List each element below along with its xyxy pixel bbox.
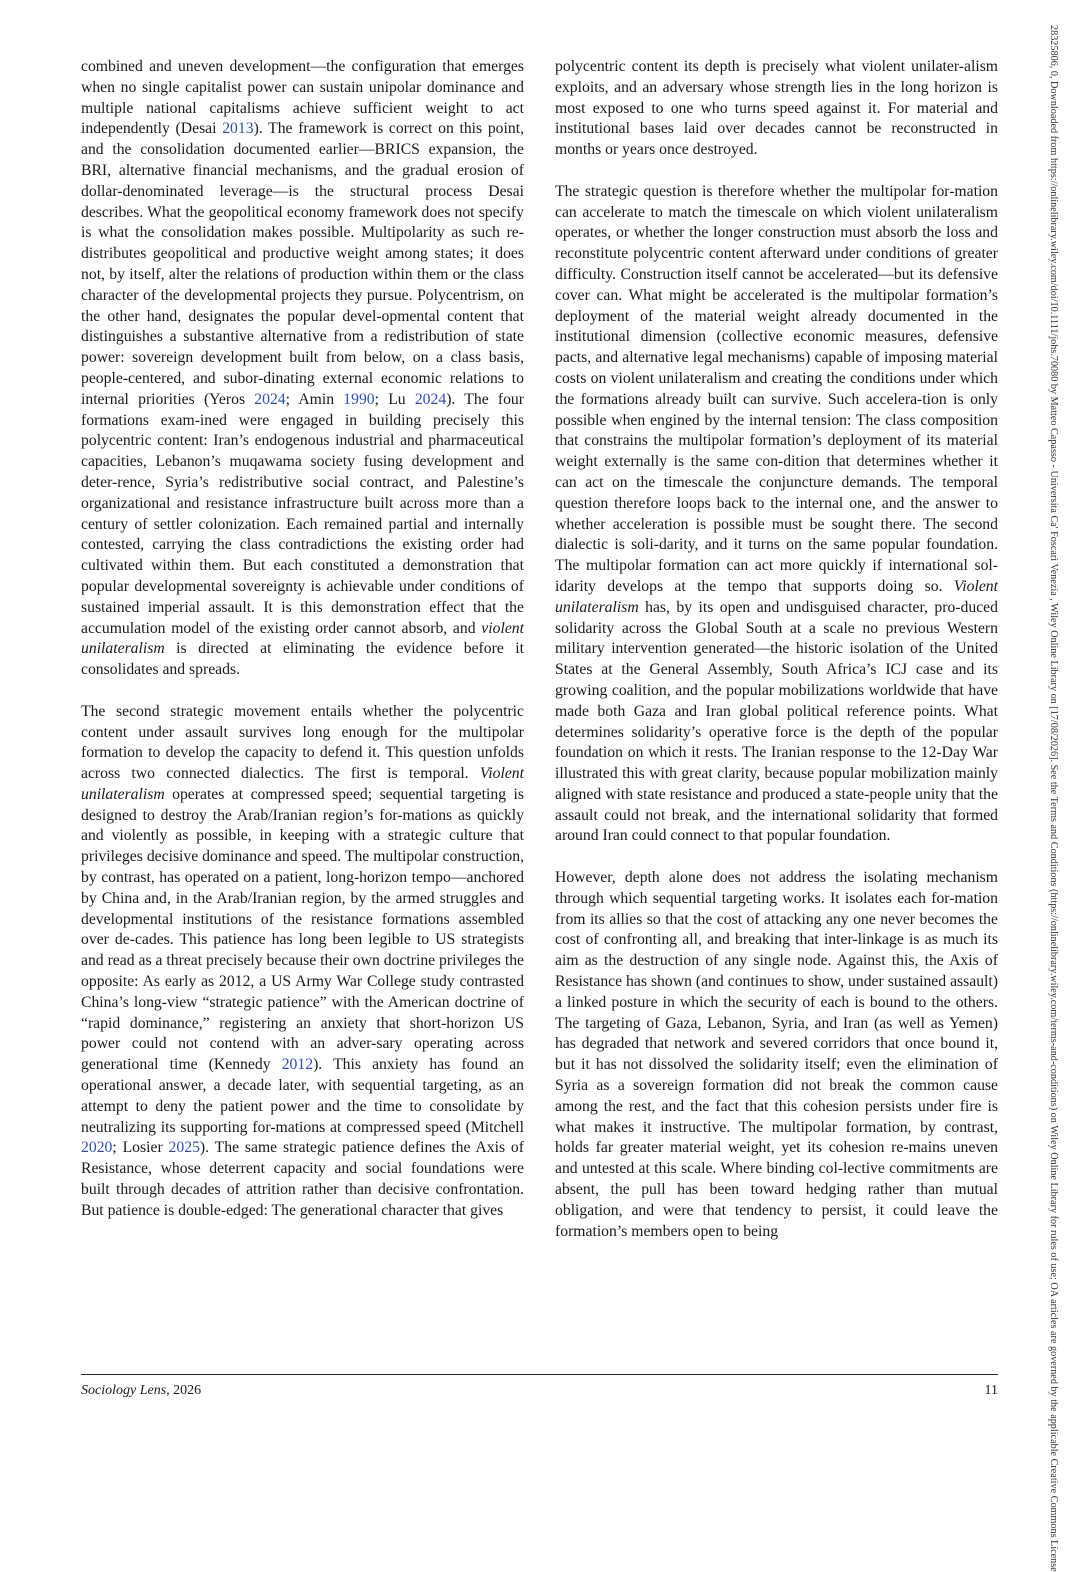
citation-link[interactable]: 1990 [343,390,375,408]
text-run: ; Losier [112,1139,169,1157]
citation-link[interactable]: 2025 [168,1139,200,1157]
text-run: The strategic question is therefore whether the multipolar for-mation can accelerate to match the timescale on which violent unilateralism operates, or whether the longer construction must absorb the loss and reconstitute polycentric content afterward under conditions of greater difficulty. Construction itself cannot be accelerated—but its defensive cover can. What might be accelerated is the multipolar formation’s deployment of the material weight already documented in the institutional dimension (collective economic measures, defensive pacts, and alternative legal mechanisms) capable of imposing material costs on violent unilateralism and creating the conditions under which the formations already built can survive. Such accelera-tion is only possible when engined by the internal tension: The class composition that constrains the multipolar formation’s deployment of its material weight externally is the same con-dition that determines whether it can act on the timescale the conjuncture demands. The temporal question therefore loops back to the internal one, and the answer to whether acceleration is possible must be sought there. The second dialectic is soli-darity, and it turns on the same popular foundation. The multipolar formation can act more quickly if international sol-idarity develops at the tempo that supports doing so. [555,182,998,595]
citation-link[interactable]: 2024 [414,390,447,408]
text-run: has, by its open and undisguised character, pro-duced solidarity across the Global South at a scale no previous Western military intervention generated—the historic isolation of the United States at the General Assembly, South Africa’s ICJ case and its growing coalition, and the popular mobilizations worldwide that have made both Gaza and Iran global political reference points. What determines solidarity’s operative force is the depth of the popular foundation on which it rests. The Iranian response to the 12-Day War illustrated this with great clarity, because popular mobilization mainly aligned with state resistance and produced a state-people unity that the assault could not break, and the international solidarity that formed around Iran could connect to that popular foundation. [555,598,998,845]
citation-link[interactable]: 2012 [281,1056,314,1074]
paragraph [555,868,998,1242]
text-run: ). The four formations exam-ined were engaged in building precisely this polycentric content: Iran’s endogenous industrial and pharmaceutical capacities, Lebanon’s muqawama society fusing development and deter-rence, Syria’s redistributive social contract, and Palestine’s organizational and resistance infrastructure built across more than a century of settler colonization. Each remained partial and internally contested, carrying the class contradictions the existing order had cultivated within them. But each constituted a demonstration that popular developmental sovereignty is achievable under conditions of sustained imperial assault. It is this demonstration effect that the accumulation model of the existing order cannot absorb, and [81,390,524,637]
text-run: The second strategic movement entails whether the polycentric content under assault survives long enough for the multipolar formation to develop the capacity to defend it. This question unfolds across two connected dialectics. The first is temporal. [81,702,524,783]
right-column [555,57,998,1242]
text-run: ; Amin [285,390,344,408]
italic-term: Violent unilateralism [81,765,524,803]
text-run: However, depth alone does not address the isolating mechanism through which sequential targeting works. It isolates each for-mation from its allies so that the cost of attacking any one never becomes the cost of confronting all, and breaking that inter-linkage is as much its aim as the destruction of any single node. Against this, the Axis of Resistance has shown (and continues to show, under sustained assault) a linked posture in which the security of each is bound to the others. The targeting of Gaza, Lebanon, Syria, and Iran (as well as Yemen) has degraded that network and severed corridors that once bound it, but it has not dissolved the solidarity itself; even the elimination of Syria as a sovereign formation did not break the common cause among the rest, and the fact that this cohesion persists under fire is what makes it instructive. The multipolar formation, by contrast, holds far greater material weight, yet its cohesion re-mains uneven and untested at this scale. Where binding col-lective commitments are absent, the pull has been toward hedging rather than mutual obligation, and were that tendency to persist, it could leave the formation’s members open to being [555,869,998,1240]
text-run: ; Lu [374,390,415,408]
paragraph [81,702,524,1222]
citation-link[interactable]: 2013 [222,120,254,138]
footer-journal [81,1383,201,1399]
page-number: 11 [984,1383,998,1398]
journal-year: 2026 [173,1383,202,1398]
left-column [81,57,524,1222]
footer-divider [81,1374,998,1375]
citation-link[interactable]: 2020 [81,1139,113,1157]
text-run: polycentric content its depth is precisely what violent unilater-alism exploits, and an adversary whose strength lies in the long horizon is most exposed to one who turns speed against it. For material and institutional bases laid over decades cannot be reconstructed in months or years once destroyed. [555,58,998,159]
text-run: ). The framework is correct on this point, and the consolidation documented earlier—BRICS expansion, the BRI, alternative financial mechanisms, and the gradual erosion of dollar-denominated leverage—is the structural process Desai describes. What the geopolitical economy framework does not specify is what the consolidation makes possible. Multipolarity as such re-distributes geopolitical and productive weight among states; it does not, by itself, alter the relations of production within them or the class character of the developmental projects they pursue. Polycentrism, on the other hand, designates the popular devel-opmental content that distinguishes a substantive alternative from a redistribution of state power: sovereign development built from below, on a class basis, people-centered, and subor-dinating external economic relations to internal priorities (Yeros [81,120,524,408]
text-run: combined and uneven development—the configuration that emerges when no single capitalist power can sustain unipolar dominance and multiple national capitalisms achieve sufficient weight to act independently (Desai [81,58,524,138]
text-run: operates at compressed speed; sequential targeting is designed to destroy the Arab/Iranian region’s for-mations as quickly and violently as possible, in keeping with a strategic culture that privileges decisive dominance and speed. The multipolar construction, by contrast, has operated on a patient, long-horizon tempo—anchored by China and, in the Arab/Iranian region, by the armed struggles and developmental institutions of the resistance formations assembled over de-cades. This patience has long been legible to US strategists and read as a threat precisely because their own doctrine privileges the opposite: As early as 2012, a US Army War College study contrasted China’s long-view “strategic patience” with the American doctrine of “rapid dominance,” registering an anxiety that short-horizon US power could not contend with an adver-sary operating across generational time (Kennedy [81,785,524,1074]
text-run: ). The same strategic patience defines the Axis of Resistance, whose deterrent capacity and social foundations were built through decades of attrition rather than decisive confrontation. But patience is double-edged: The generational character that gives [81,1139,525,1219]
italic-term: violent unilateralism [81,619,524,658]
citation-link[interactable]: 2024 [254,390,286,408]
italic-term: Violent unilateralism [555,577,998,616]
download-notice-sidebar: 28325806, 0, Downloaded from https://onlinelibrary.wiley.com/doi/10.1111/johs.70080 by Matteo Capasso - Universita Ca' Foscari Venezia , Wiley Online Library on [17/08/2026]. See the Terms and Conditions (https://onlinelibrary.wiley.com/terms-and-conditions) on Wiley Online Library for rules of use; OA articles are governed by the applicable Creative Commons License [1048,25,1059,1572]
text-run: is directed at eliminating the evidence before it consolidates and spreads. [81,640,524,679]
paragraph [555,182,998,848]
journal-name: Sociology Lens, [81,1383,170,1398]
paragraph [555,57,998,161]
text-run: ). This anxiety has found an operational answer, a decade later, with sequential targeting, as an attempt to deny the patient power and the time to consolidate by neutralizing its supporting for-mations at compressed speed (Mitchell [81,1056,524,1136]
paragraph [81,57,524,681]
